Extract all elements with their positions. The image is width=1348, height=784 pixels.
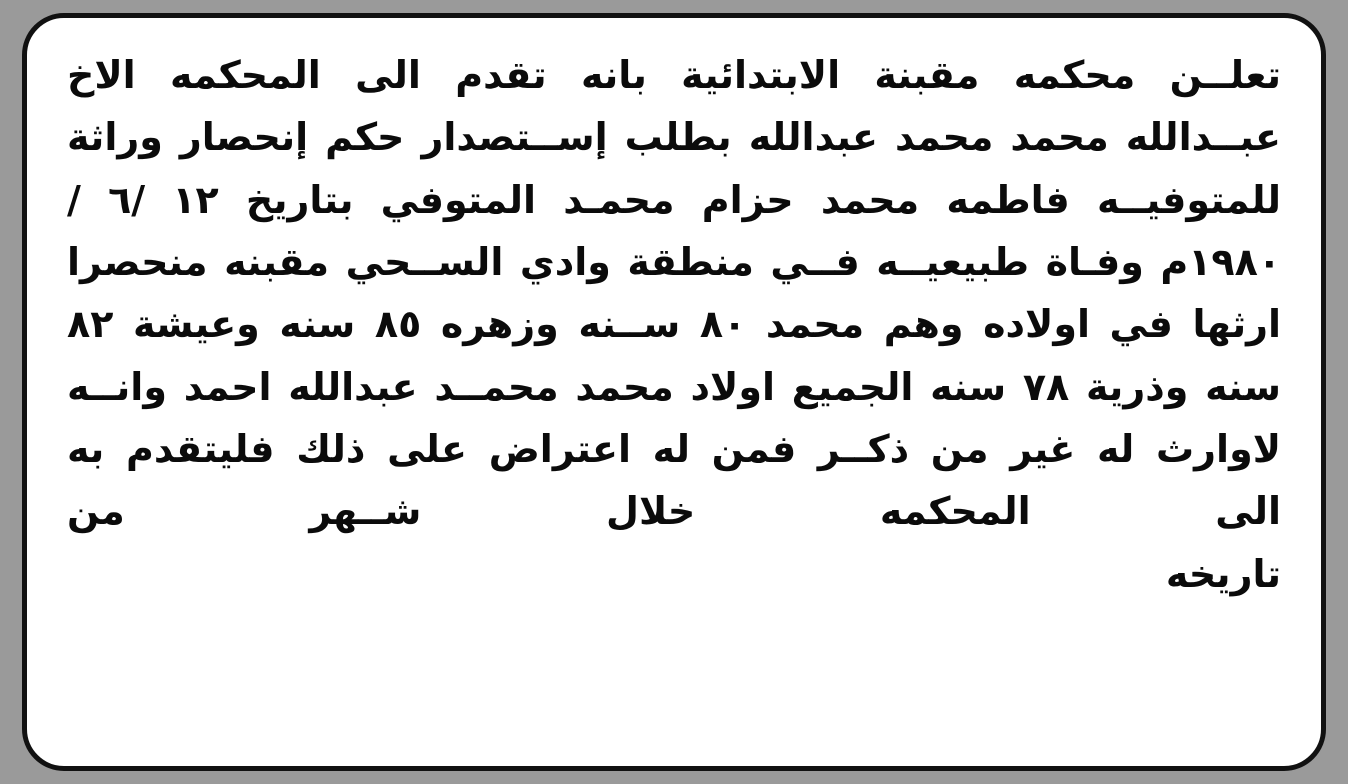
- notice-body-paragraph: تعلــن محكمه مقبنة الابتدائية بانه تقدم الى المحكمه الاخ عبــدالله محمد محمد عبدالله بطلب إســتصدار حكم إنحصار وراثة للمتوفيــه فاطمه محمد حزام محمـد المتوفي بتاريخ ١٢ /٦ / ١٩٨٠م وفـاة طبيعيــه فــي منطقة وادي الســحي مقبنه منحصرا ارثها في اولاده وهم محمد ٨٠ ســنه وزهره ٨٥ سنه وعيشة ٨٢ سنه وذرية ٧٨ سنه الجميع اولاد محمد محمــد عبدالله احمد وانــه لاوارث له غير من ذكــر فمن له اعتراض على ذلك فليتقدم به الى المحكمه خلال شــهر من: [67, 53, 1282, 534]
- notice-body-text: [67, 44, 1281, 752]
- notice-card: [22, 13, 1326, 771]
- notice-body-last-line: تاريخه: [1165, 551, 1281, 596]
